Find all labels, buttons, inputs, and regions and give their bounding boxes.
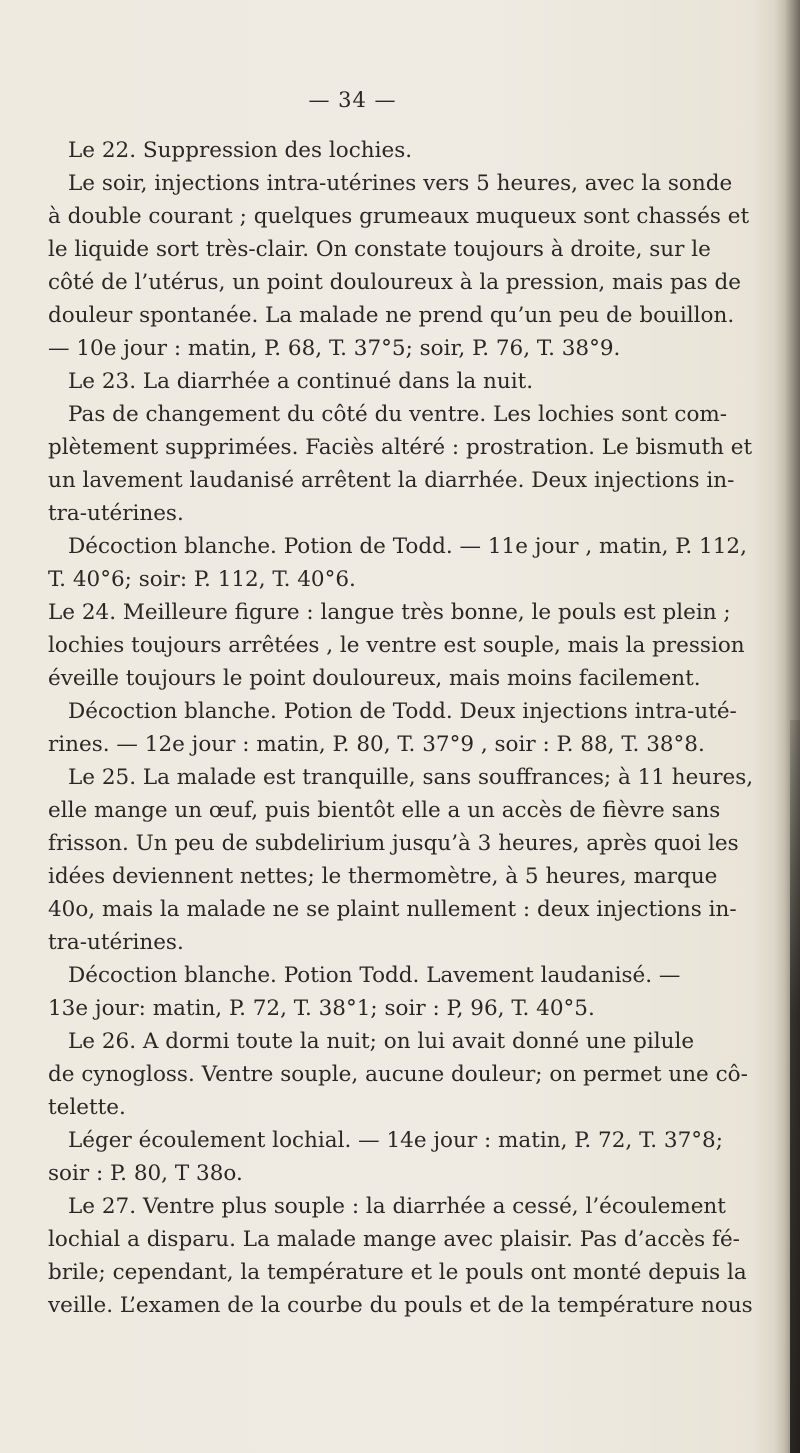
text-line: Le 27. Ventre plus souple : la diarrhée a cessé, l’écoulement xyxy=(68,1194,726,1219)
text-line: 40o, mais la malade ne se plaint nullement : deux injections in- xyxy=(48,897,737,922)
text-line: Le 23. La diarrhée a continué dans la nuit. xyxy=(68,369,534,394)
text-line: Décoction blanche. Potion Todd. Lavement laudanisé. — xyxy=(68,963,681,988)
text-line: lochial a disparu. La malade mange avec plaisir. Pas d’accès fé- xyxy=(48,1227,740,1252)
text-line: Le 26. A dormi toute la nuit; on lui avait donné une pilule xyxy=(68,1029,695,1054)
text-line: éveille toujours le point douloureux, mais moins facilement. xyxy=(48,666,701,691)
text-line: T. 40°6; soir: P. 112, T. 40°6. xyxy=(48,567,356,592)
text-line: idées deviennent nettes; le thermomètre, à 5 heures, marque xyxy=(48,864,718,889)
text-line: plètement supprimées. Faciès altéré : prostration. Le bismuth et xyxy=(48,435,753,460)
text-line: veille. L’examen de la courbe du pouls et de la température nous xyxy=(48,1293,753,1318)
text-line: de cynogloss. Ventre souple, aucune douleur; on permet une cô- xyxy=(48,1062,748,1087)
page-edge-dark xyxy=(790,720,800,1453)
text-line: tra-utérines. xyxy=(48,501,184,526)
text-line: soir : P. 80, T 38o. xyxy=(48,1161,243,1186)
text-line: 13e jour: matin, P. 72, T. 38°1; soir : P, 96, T. 40°5. xyxy=(48,996,595,1021)
text-line: le liquide sort très-clair. On constate toujours à droite, sur le xyxy=(48,237,711,262)
text-line: Léger écoulement lochial. — 14e jour : matin, P. 72, T. 37°8; xyxy=(68,1128,723,1153)
text-line: Pas de changement du côté du ventre. Les lochies sont com- xyxy=(68,402,728,427)
text-line: Le soir, injections intra-utérines vers 5 heures, avec la sonde xyxy=(68,171,733,196)
text-line: Le 22. Suppression des lochies. xyxy=(68,138,413,163)
text-line: frisson. Un peu de subdelirium jusqu’à 3 heures, après quoi les xyxy=(48,831,739,856)
text-line: elle mange un œuf, puis bientôt elle a un accès de fièvre sans xyxy=(48,798,721,823)
text-line: Le 25. La malade est tranquille, sans souffrances; à 11 heures, xyxy=(68,765,754,790)
text-line: Décoction blanche. Potion de Todd. Deux injections intra-uté- xyxy=(68,699,737,724)
text-line: Décoction blanche. Potion de Todd. — 11e jour , matin, P. 112, xyxy=(68,534,747,559)
text-line: côté de l’utérus, un point douloureux à la pression, mais pas de xyxy=(48,270,741,295)
body-text xyxy=(48,134,768,1322)
text-line: douleur spontanée. La malade ne prend qu’un peu de bouillon. xyxy=(48,303,735,328)
text-line: Le 24. Meilleure figure : langue très bonne, le pouls est plein ; xyxy=(48,600,731,625)
text-line: brile; cependant, la température et le pouls ont monté depuis la xyxy=(48,1260,747,1285)
text-line: un lavement laudanisé arrêtent la diarrhée. Deux injections in- xyxy=(48,468,735,493)
page-number: — 34 — xyxy=(308,88,397,112)
text-line: lochies toujours arrêtées , le ventre est souple, mais la pression xyxy=(48,633,745,658)
text-line: tra-utérines. xyxy=(48,930,184,955)
text-line: à double courant ; quelques grumeaux muqueux sont chassés et xyxy=(48,204,750,229)
text-line: rines. — 12e jour : matin, P. 80, T. 37°9 , soir : P. 88, T. 38°8. xyxy=(48,732,705,757)
text-line: telette. xyxy=(48,1095,126,1120)
text-line: — 10e jour : matin, P. 68, T. 37°5; soir, P. 76, T. 38°9. xyxy=(48,336,621,361)
